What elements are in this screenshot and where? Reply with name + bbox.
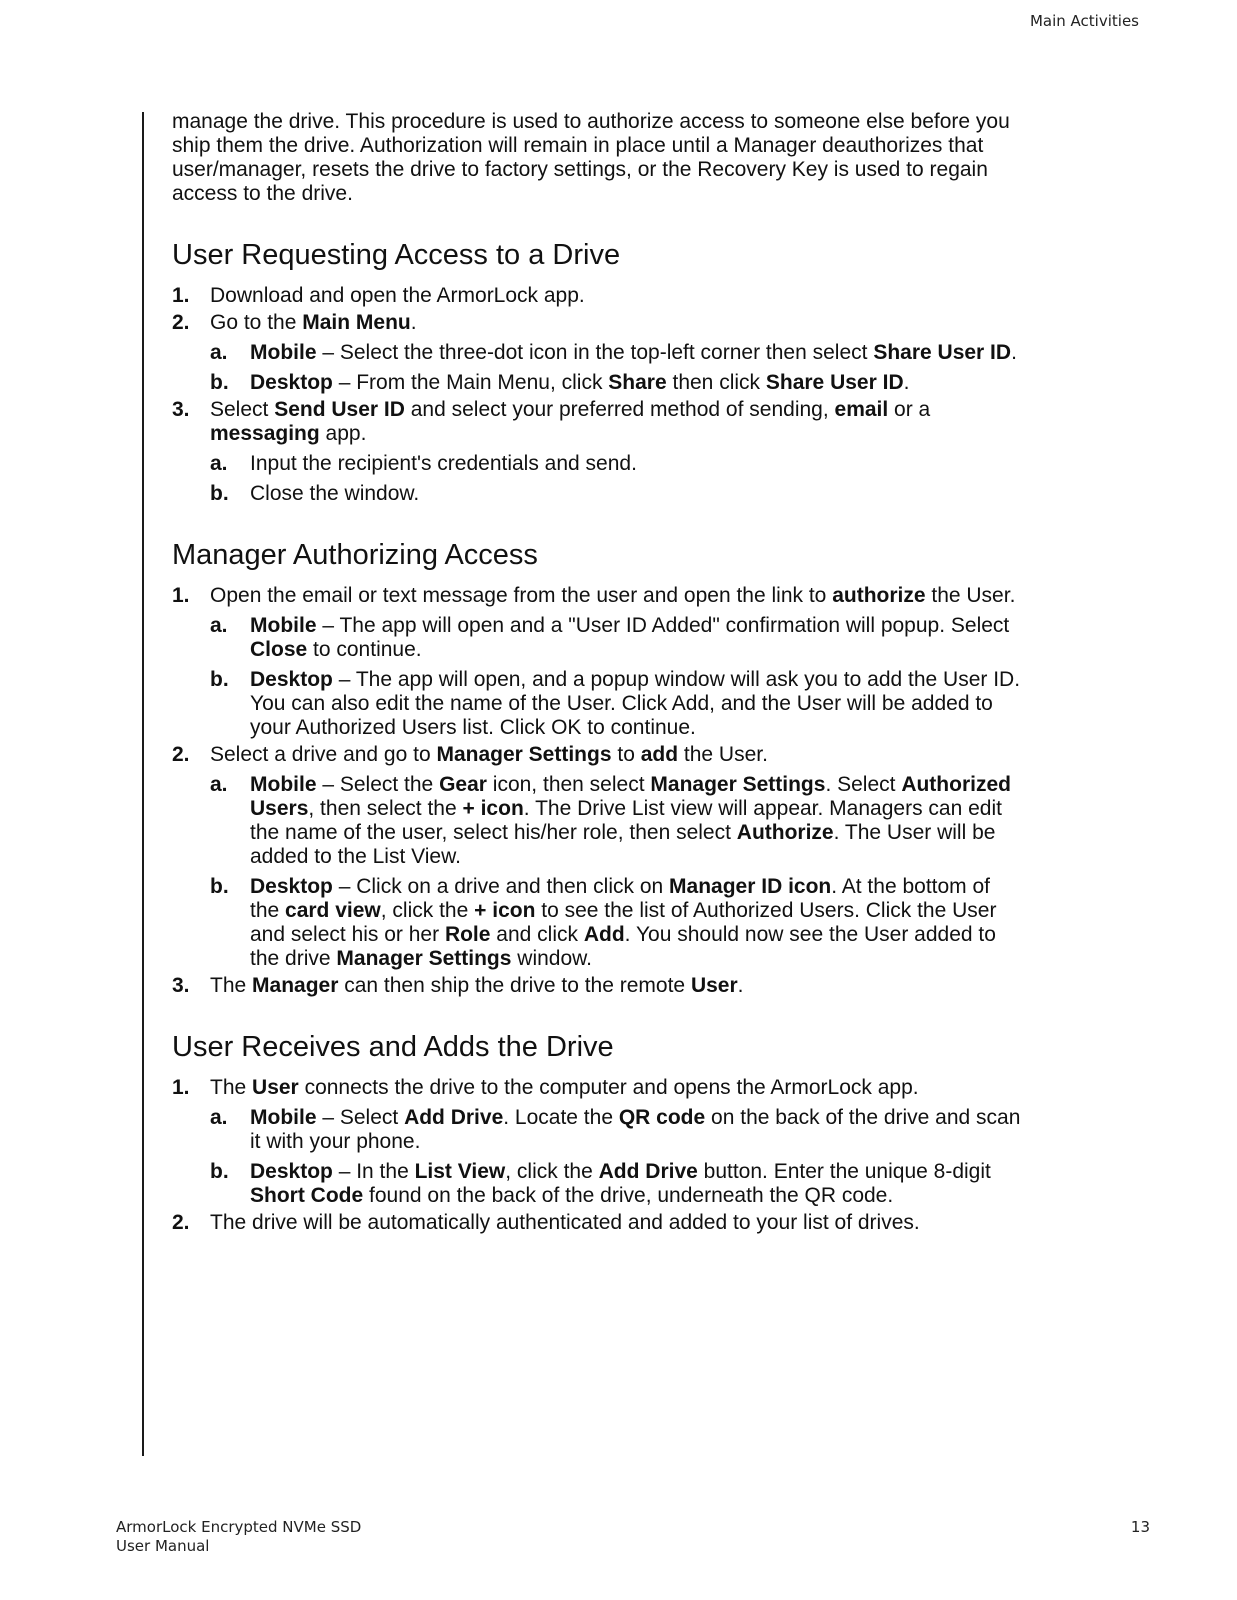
bold-term: User bbox=[252, 1076, 299, 1099]
section-heading: User Receives and Adds the Drive bbox=[172, 1031, 614, 1063]
bold-term: Share User ID bbox=[765, 371, 904, 394]
sub-step-letter: a. bbox=[210, 773, 228, 796]
step-number: 1. bbox=[172, 584, 190, 607]
footer-product bbox=[116, 1518, 361, 1556]
bold-term: Desktop bbox=[250, 371, 333, 394]
bold-term: + icon bbox=[474, 899, 536, 922]
sub-list-item: a. Mobile – The app will open and a "User ID Added" confirmation will popup. Select Close to continue. bbox=[210, 614, 1010, 661]
section-heading: Manager Authorizing Access bbox=[172, 539, 538, 571]
bold-term: authorize bbox=[832, 584, 926, 607]
list-item: 2. The drive will be automatically authenticated and added to your list of drives. bbox=[172, 1211, 920, 1234]
bold-term: email bbox=[834, 398, 889, 421]
bold-term: Add bbox=[583, 923, 625, 946]
bold-term: Mobile bbox=[250, 341, 317, 364]
sub-list-item: b. Desktop – In the List View, click the Add Drive button. Enter the unique 8-digit Short Code found on the back of the drive, underneath the QR code. bbox=[210, 1160, 991, 1207]
sub-step-letter: b. bbox=[210, 371, 229, 394]
sub-step-letter: b. bbox=[210, 875, 229, 898]
sub-list-item: a. Mobile – Select Add Drive. Locate the QR code on the back of the drive and scan it with your phone. bbox=[210, 1106, 1021, 1153]
bold-term: Main Menu bbox=[302, 311, 411, 334]
bold-term: Send User ID bbox=[274, 398, 405, 421]
list-item: 1. The User connects the drive to the computer and opens the ArmorLock app. bbox=[172, 1076, 919, 1099]
bold-term: Authorized Users bbox=[250, 773, 1011, 820]
footer-product-name: ArmorLock Encrypted NVMe SSD bbox=[116, 1518, 362, 1536]
bold-term: Gear bbox=[439, 773, 487, 796]
sub-list-item: a. Mobile – Select the three-dot icon in the top-left corner then select Share User ID. bbox=[210, 341, 1017, 364]
bold-term: Mobile bbox=[250, 1106, 317, 1129]
bold-term: Short Code bbox=[250, 1184, 364, 1207]
bold-term: Mobile bbox=[250, 614, 317, 637]
bold-term: Manager Settings bbox=[336, 947, 512, 970]
bold-term: Add Drive bbox=[404, 1106, 504, 1129]
sub-list-item: b. Desktop – Click on a drive and then click on Manager ID icon. At the bottom of the card view, click the + icon to see the list of Authorized Users. Click the User and select his or her Role and click Add. You should now see the User added to the drive Manager Settings window. bbox=[210, 875, 997, 970]
step-number: 2. bbox=[172, 1211, 190, 1234]
intro-paragraph: manage the drive. This procedure is used to authorize access to someone else before you ship them the drive. Authorization will remain in place until a Manager deauthorizes that user/manager, resets the drive to factory settings, or the Recovery Key is used to regain access to the drive. bbox=[172, 110, 1010, 205]
sub-step-letter: b. bbox=[210, 1160, 229, 1183]
step-number: 2. bbox=[172, 743, 190, 766]
sections-container bbox=[172, 238, 1022, 1235]
step-number: 1. bbox=[172, 1076, 190, 1099]
bold-term: Share User ID bbox=[873, 341, 1012, 364]
bold-term: card view bbox=[285, 899, 381, 922]
step-number: 3. bbox=[172, 974, 190, 997]
sidebar-rule bbox=[142, 112, 144, 1456]
sub-step-letter: a. bbox=[210, 1106, 228, 1129]
sub-step-letter: a. bbox=[210, 341, 228, 364]
sub-step-letter: a. bbox=[210, 614, 228, 637]
main-content bbox=[172, 110, 1022, 1238]
bold-term: QR code bbox=[618, 1106, 706, 1129]
bold-term: Manager Settings bbox=[650, 773, 826, 796]
list-item: 1. Download and open the ArmorLock app. bbox=[172, 284, 585, 307]
section-heading: User Requesting Access to a Drive bbox=[172, 239, 621, 271]
step-number: 3. bbox=[172, 398, 190, 421]
bold-term: add bbox=[640, 743, 679, 766]
sub-list-item: b. Desktop – From the Main Menu, click Share then click Share User ID. bbox=[210, 371, 910, 394]
bold-term: Desktop bbox=[250, 1160, 333, 1183]
bold-term: Manager ID icon bbox=[669, 875, 832, 898]
bold-term: Manager Settings bbox=[436, 743, 612, 766]
footer-doc-type: User Manual bbox=[116, 1537, 210, 1555]
bold-term: List View bbox=[414, 1160, 506, 1183]
bold-term: Desktop bbox=[250, 668, 333, 691]
bold-term: Manager bbox=[252, 974, 339, 997]
list-item: 3. The Manager can then ship the drive to the remote User. bbox=[172, 974, 744, 997]
step-number: 1. bbox=[172, 284, 190, 307]
list-item: 2. Go to the Main Menu. bbox=[172, 311, 417, 334]
bold-term: messaging bbox=[210, 422, 320, 445]
sub-step-letter: b. bbox=[210, 668, 229, 691]
bold-term: Role bbox=[444, 923, 491, 946]
sub-list-item: a. Input the recipient's credentials and send. bbox=[210, 452, 637, 475]
sub-list-item: b. Desktop – The app will open, and a popup window will ask you to add the User ID. You can also edit the name of the User. Click Add, and the User will be added to your Authorized Users list. Click OK to continue. bbox=[210, 668, 1021, 739]
bold-term: Desktop bbox=[250, 875, 333, 898]
sub-list-item: b. Close the window. bbox=[210, 482, 420, 505]
bold-term: + icon bbox=[462, 797, 524, 820]
step-number: 2. bbox=[172, 311, 190, 334]
bold-term: Mobile bbox=[250, 773, 317, 796]
list-item: 1. Open the email or text message from the user and open the link to authorize the User. bbox=[172, 584, 1016, 607]
list-item: 3. Select Send User ID and select your preferred method of sending, email or a messaging app. bbox=[172, 398, 931, 445]
sub-list-item: a. Mobile – Select the Gear icon, then select Manager Settings. Select Authorized Users, then select the + icon. The Drive List view will appear. Managers can edit the name of the user, select his/her role, then select Authorize. The User will be added to the List View. bbox=[210, 773, 1011, 868]
sub-step-letter: a. bbox=[210, 452, 228, 475]
bold-term: Authorize bbox=[736, 821, 834, 844]
bold-term: User bbox=[690, 974, 738, 997]
page-number: 13 bbox=[1130, 1518, 1150, 1536]
bold-term: Share bbox=[608, 371, 667, 394]
list-item: 2. Select a drive and go to Manager Settings to add the User. bbox=[172, 743, 768, 766]
bold-term: Close bbox=[250, 638, 308, 661]
bold-term: Add Drive bbox=[598, 1160, 698, 1183]
sub-step-letter: b. bbox=[210, 482, 229, 505]
running-header: Main Activities bbox=[1029, 12, 1139, 30]
